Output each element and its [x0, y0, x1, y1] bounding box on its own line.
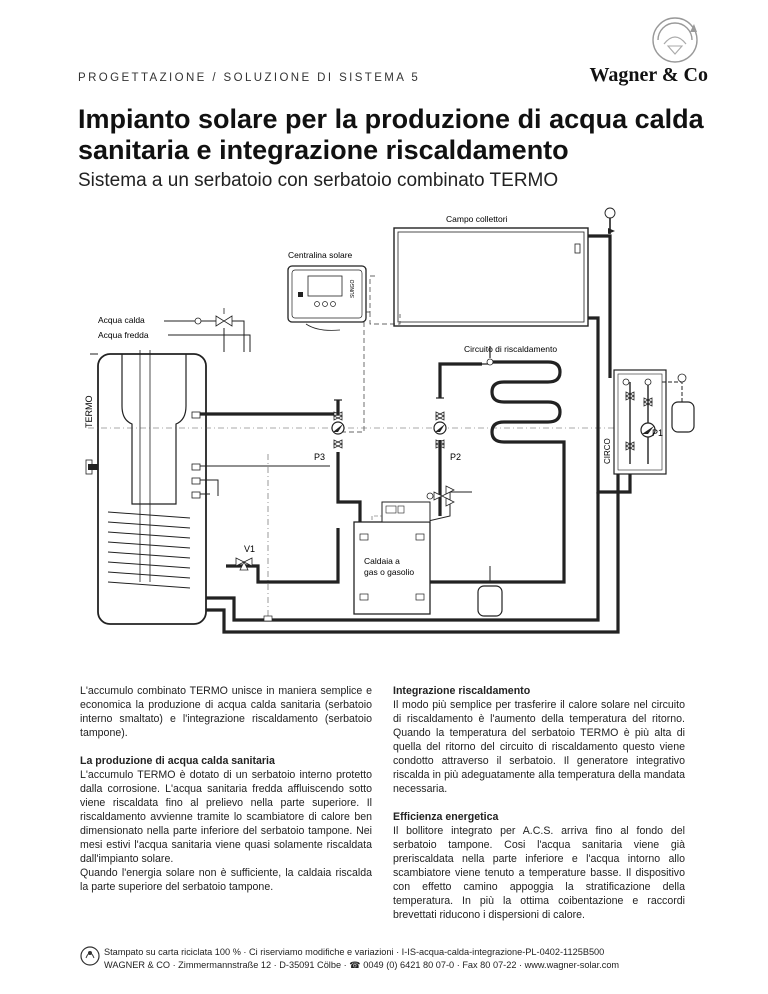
section-heading-efficiency: Efficienza energetica	[393, 811, 499, 823]
pump-p3-label: P3	[314, 452, 326, 462]
expansion-vessel-solar	[662, 374, 694, 432]
boiler-label-text: Caldaia a	[364, 556, 400, 566]
pump-p2	[434, 412, 461, 462]
sun-circle-icon	[644, 14, 706, 66]
tank-label: TERMO	[84, 395, 94, 428]
footer	[104, 946, 619, 971]
air-vent-icon	[605, 208, 615, 234]
heating-circuit-coil	[482, 346, 560, 442]
section-heading-hot-water: La produzione di acqua calda sanitaria	[80, 755, 275, 767]
section-heading-heating: Integrazione riscaldamento	[393, 685, 531, 697]
page-title: Impianto solare per la produzione di acqua calda sanitaria e integrazione riscaldamento	[78, 104, 704, 165]
collector-field	[394, 214, 588, 326]
collector-field-label: Campo collettori	[446, 214, 508, 224]
valve-v1-label: V1	[244, 544, 256, 554]
footer-line-1: Stampato su carta riciclata 100 % · Ci riserviamo modifiche e variazioni · I-IS-acqua-calda-integrazione-PL-0402-1125B500	[104, 947, 605, 957]
heating-paragraph: Il modo più semplice per trasferire il calore solare nel circuito di riscaldamento è l'aumento della temperatura del ritorno. Quando la temperatura del serbatoio TERMO è più alta di quella del ritorno del circuito di riscaldamento questo viene condotto attraverso il serbatoio. Il generatore integrativo riscalda in più adeguatamente alla temperatura della mandata necessaria.	[393, 699, 685, 795]
boiler	[354, 502, 430, 614]
brand-logo: Wagner & Co	[589, 64, 708, 86]
boiler-label-text-line-2: gas o gasolio	[364, 567, 415, 577]
cold-water-label: Acqua fredda	[98, 330, 149, 340]
pump-p1-label: P1	[652, 428, 664, 438]
page-subtitle: Sistema a un serbatoio con serbatoio combinato TERMO	[78, 170, 559, 191]
right-column	[393, 684, 685, 936]
intro-paragraph: L'accumulo combinato TERMO unisce in maniera semplice e economica la produzione di acqua calda sanitaria (serbatoio interno smaltato) e l'integrazione riscaldamento (serbatoio tampone).	[80, 685, 372, 739]
pump-station-circo	[603, 370, 666, 474]
solar-controller	[288, 250, 366, 330]
pump-p2-label: P2	[450, 452, 462, 462]
controller-brand-label: SUNGO	[350, 279, 356, 298]
hot-water-mixing-valve	[164, 308, 238, 326]
hot-water-paragraph: L'accumulo TERMO è dotato di un serbatoio interno protetto dalla corrosione. L'acqua sanitaria fredda affluiscendo sotto viene riscaldata fino al prelievo nella parte superiore. Il riscaldamento avvienne tramite lo scambiatore di calore ben dimensionato nella parte inferiore del serbatoio tampone. Nei mesi estivi l'acqua sanitaria viene quasi solamente riscaldata dall'impianto solare.	[80, 769, 372, 865]
footer-line-2: WAGNER & CO · Zimmermannstraße 12 · D-35091 Cölbe · ☎ 0049 (0) 6421 80 07-0 · Fax 80 07-22 · www.wagner-solar.com	[104, 959, 620, 970]
efficiency-paragraph: Il bollitore integrato per A.C.S. arriva fino al fondo del serbatoio tampone. Cosi l'acqua sanitaria viene già preriscaldata nella parte inferiore e l'acqua intorno allo scambiatore viene tenuto a temperature basse. Il dispositivo con effetto camino appoggia la stratificazione della temperatura. In più la ottima coibentazione e raccordi brevettati riducono i dispersioni di calore.	[393, 825, 685, 921]
recycled-paper-icon	[80, 944, 100, 968]
hot-water-label: Acqua calda	[98, 315, 145, 325]
controller-label: Centralina solare	[288, 250, 353, 260]
pump-station-label: CIRCO	[603, 438, 612, 464]
hot-water-paragraph-2: Quando l'energia solare non è sufficiente, la caldaia riscalda la parte superiore del serbatoio tampone.	[80, 867, 372, 893]
left-column	[80, 684, 372, 908]
expansion-vessel-heating	[478, 566, 502, 616]
heating-circuit-label: Circuito di riscaldamento	[464, 344, 558, 354]
system-diagram	[78, 202, 698, 662]
document-category: PROGETTAZIONE / SOLUZIONE DI SISTEMA 5	[78, 72, 421, 84]
termo-tank	[84, 350, 206, 624]
